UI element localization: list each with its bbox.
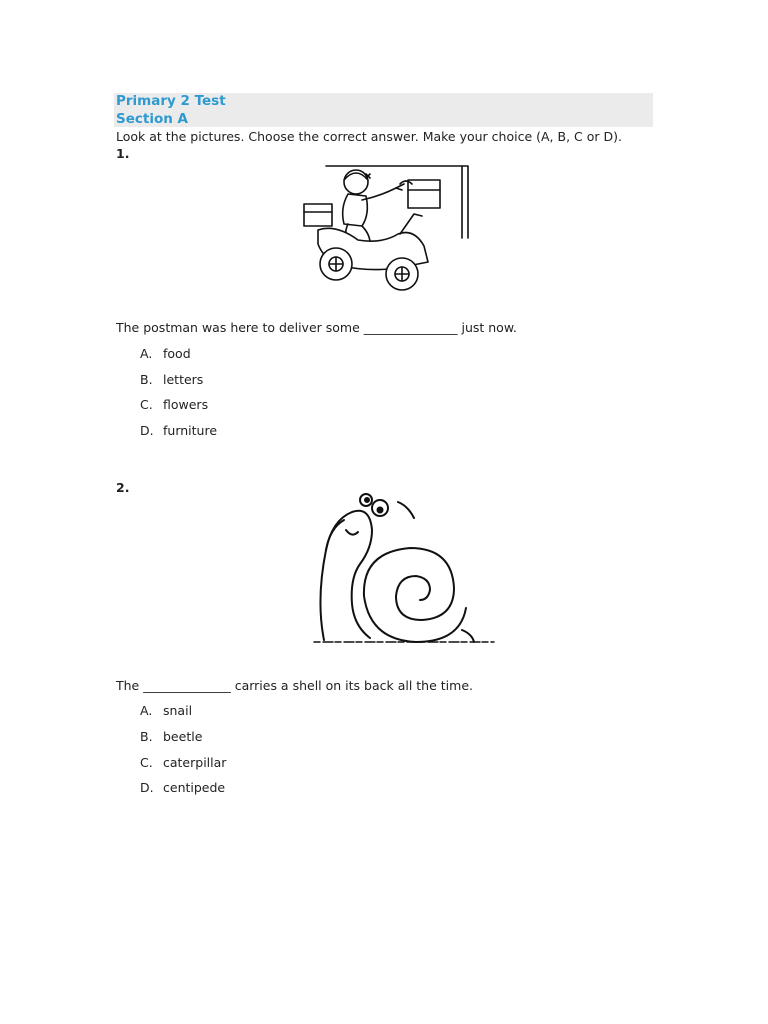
snail-illustration bbox=[312, 490, 496, 646]
instructions: Look at the pictures. Choose the correct answer. Make your choice (A, B, C or D). bbox=[116, 129, 622, 144]
option-letter: D. bbox=[140, 780, 154, 795]
question-2-option-a[interactable] bbox=[140, 703, 192, 718]
page-title: Primary 2 Test bbox=[116, 93, 226, 109]
question-2-option-d[interactable] bbox=[140, 780, 225, 795]
question-1-option-d[interactable] bbox=[140, 423, 217, 438]
option-label: letters bbox=[163, 372, 204, 387]
option-letter: B. bbox=[140, 372, 153, 387]
question-1-option-b[interactable] bbox=[140, 372, 203, 387]
option-label: flowers bbox=[163, 397, 209, 412]
question-2-text: The ______________ carries a shell on its back all the time. bbox=[116, 678, 473, 693]
question-1-number: 1. bbox=[116, 146, 130, 161]
option-letter: B. bbox=[140, 729, 153, 744]
option-letter: A. bbox=[140, 703, 153, 718]
option-letter: C. bbox=[140, 397, 153, 412]
option-letter: D. bbox=[140, 423, 154, 438]
question-2-option-c[interactable] bbox=[140, 755, 226, 770]
option-label: snail bbox=[163, 703, 193, 718]
question-1-option-a[interactable] bbox=[140, 346, 191, 361]
question-2-number: 2. bbox=[116, 480, 130, 495]
option-label: caterpillar bbox=[163, 755, 227, 770]
option-letter: A. bbox=[140, 346, 153, 361]
question-2-option-b[interactable] bbox=[140, 729, 202, 744]
section-title: Section A bbox=[116, 111, 188, 127]
option-letter: C. bbox=[140, 755, 153, 770]
option-label: beetle bbox=[163, 729, 203, 744]
question-1-text: The postman was here to deliver some _______________ just now. bbox=[116, 320, 517, 335]
option-label: centipede bbox=[163, 780, 226, 795]
question-1-option-c[interactable] bbox=[140, 397, 208, 412]
postman-scooter-illustration bbox=[296, 160, 474, 292]
option-label: furniture bbox=[163, 423, 218, 438]
option-label: food bbox=[163, 346, 191, 361]
